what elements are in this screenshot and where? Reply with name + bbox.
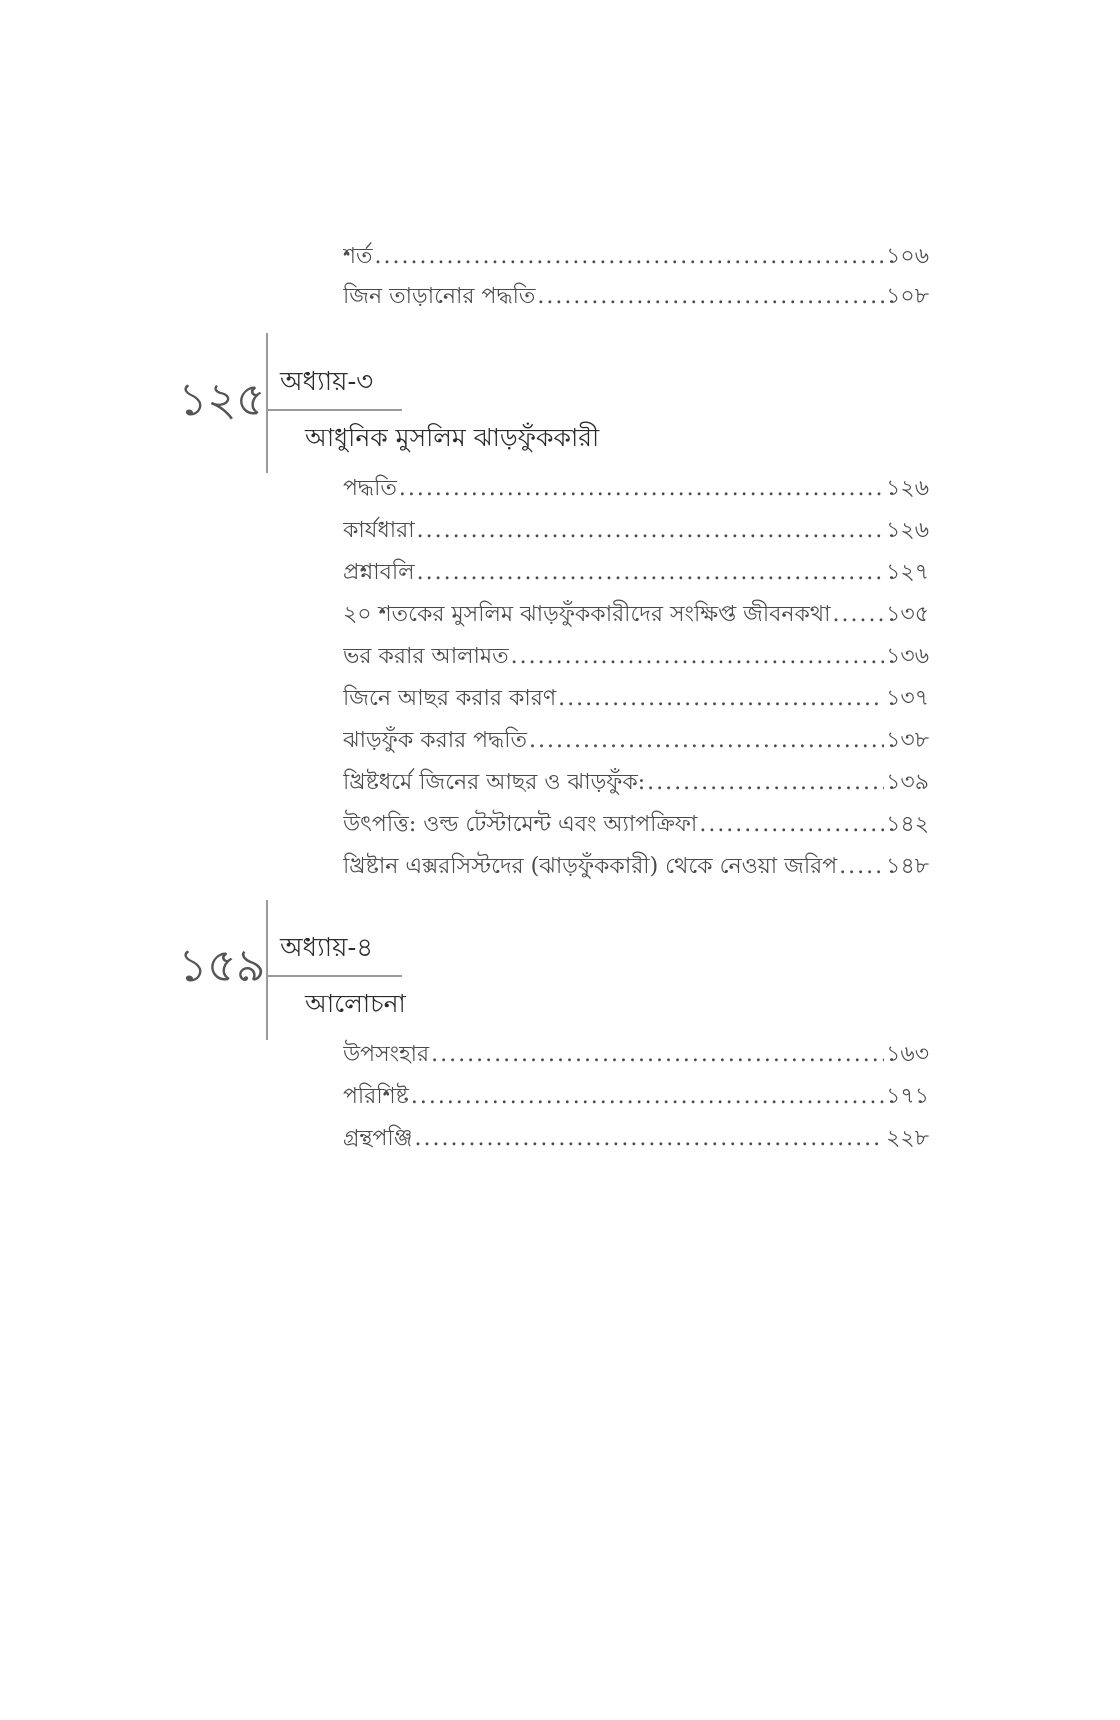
dot-leader — [431, 1040, 884, 1070]
toc-entry-page: ১২৬ — [886, 518, 929, 543]
dot-leader — [399, 474, 884, 504]
dot-leader — [558, 684, 884, 714]
toc-entry-page: ১৬৩ — [886, 1042, 929, 1067]
toc-entry[interactable] — [343, 764, 929, 798]
toc-entry-title: শর্ত — [343, 244, 373, 269]
toc-entry[interactable] — [343, 1120, 929, 1154]
toc-entry-page: ১৩৭ — [886, 686, 929, 711]
dot-leader — [537, 282, 884, 312]
toc-entry-page: ১৪৮ — [886, 854, 929, 879]
toc-entry-title: উৎপত্তি: ওল্ড টেস্টামেন্ট এবং অ্যাপক্রিফা — [343, 812, 698, 837]
dot-leader — [417, 558, 885, 588]
toc-entry[interactable] — [343, 278, 929, 312]
toc-entry-title: জিনে আছর করার কারণ — [343, 686, 557, 711]
toc-entry-page: ২২৮ — [886, 1126, 929, 1151]
toc-entry[interactable] — [343, 554, 929, 588]
dot-leader — [529, 726, 884, 756]
toc-entry-title: খ্রিষ্টান এক্সরসিস্টদের (ঝাড়ফুঁককারী) থেকে নেওয়া জরিপ — [343, 854, 838, 879]
toc-entry[interactable] — [343, 596, 929, 630]
dot-leader — [647, 768, 884, 798]
toc-entry[interactable] — [343, 638, 929, 672]
chapter-start-page: ১২৫ — [178, 372, 265, 426]
toc-entry-page: ১৩৬ — [886, 644, 929, 669]
toc-entry-title: উপসংহার — [343, 1042, 430, 1067]
dot-leader — [417, 516, 884, 546]
toc-entry-title: প্রশ্নাবলি — [343, 560, 415, 585]
chapter-label: অধ্যায়-৪ — [280, 933, 374, 963]
toc-entry-title: জিন তাড়ানোর পদ্ধতি — [343, 284, 536, 309]
dot-leader — [415, 1124, 885, 1154]
dot-leader — [699, 810, 884, 840]
chapter-divider-horizontal — [268, 975, 402, 977]
toc-entry-page: ১২৬ — [886, 476, 929, 501]
toc-entry-title: পরিশিষ্ট — [343, 1084, 409, 1109]
toc-entry-page: ১৩৮ — [886, 728, 929, 753]
toc-entry[interactable] — [343, 722, 929, 756]
toc-entry-page: ১০৬ — [886, 244, 929, 269]
toc-entry[interactable] — [343, 1036, 929, 1070]
chapter-divider-horizontal — [268, 409, 402, 411]
toc-entry[interactable] — [343, 848, 929, 882]
chapter-label: অধ্যায়-৩ — [280, 367, 374, 397]
dot-leader — [833, 600, 885, 630]
chapter-start-page: ১৫৯ — [178, 938, 265, 992]
dot-leader — [411, 1082, 884, 1112]
toc-entry-title: গ্রন্থপঞ্জি — [343, 1126, 413, 1151]
toc-entry-page: ১০৮ — [886, 284, 929, 309]
toc-entry[interactable] — [343, 238, 929, 272]
toc-entry[interactable] — [343, 1078, 929, 1112]
toc-entry[interactable] — [343, 680, 929, 714]
dot-leader — [375, 242, 885, 272]
dot-leader — [511, 642, 884, 672]
toc-entry-page: ১৩৯ — [886, 770, 929, 795]
toc-entry[interactable] — [343, 806, 929, 840]
toc-entry-title: পদ্ধতি — [343, 476, 397, 501]
toc-entry-title: ঝাড়ফুঁক করার পদ্ধতি — [343, 728, 528, 753]
chapter-divider-vertical — [266, 900, 268, 1040]
toc-entry[interactable] — [343, 470, 929, 504]
chapter-title: আলোচনা — [305, 989, 406, 1018]
toc-entry-page: ১৭১ — [886, 1084, 929, 1109]
toc-entry-page: ১২৭ — [886, 560, 929, 585]
toc-entry-title: খ্রিষ্টধর্মে জিনের আছর ও ঝাড়ফুঁক: — [343, 770, 646, 795]
toc-entry-title: ভর করার আলামত — [343, 644, 509, 669]
chapter-title: আধুনিক মুসলিম ঝাড়ফুঁককারী — [305, 423, 600, 452]
chapter-divider-vertical — [266, 333, 268, 473]
toc-entry-page: ১৩৫ — [886, 602, 929, 627]
dot-leader — [839, 852, 884, 882]
toc-entry-title: ২০ শতকের মুসলিম ঝাড়ফুঁককারীদের সংক্ষিপ্ত জীবনকথা — [343, 602, 831, 627]
toc-entry[interactable] — [343, 512, 929, 546]
toc-entry-page: ১৪২ — [886, 812, 929, 837]
toc-entry-title: কার্যধারা — [343, 518, 415, 543]
